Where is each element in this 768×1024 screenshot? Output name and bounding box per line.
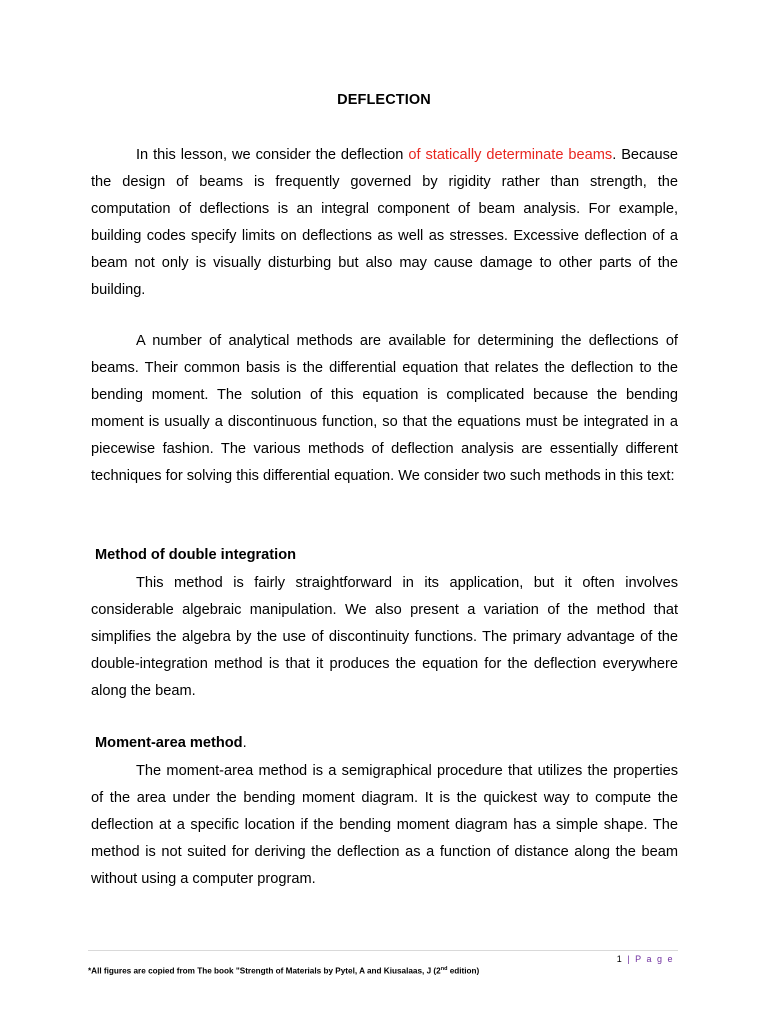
section-heading-moment-area: [95, 735, 247, 751]
moment-area-heading-period: .: [242, 735, 247, 751]
section-body-double-integration: This method is fairly straightforward in its application, but it often involves considerable algebraic manipulation. We also present a variation of the method that simplifies the algebra by the use of discontinuity functions. The primary advantage of the double-integration method is that it produces the equation for the deflection everywhere along the beam.: [91, 575, 678, 699]
page-number-label: P a g e: [635, 954, 674, 964]
highlighted-phrase: of statically determinate beams: [408, 147, 613, 163]
page-number: [617, 954, 674, 964]
page-number-value: 1: [616, 954, 624, 964]
footnote: [88, 966, 479, 976]
moment-area-heading-text: Moment-area method: [95, 735, 243, 751]
intro-text-start: In this lesson, we consider the deflection: [136, 147, 409, 163]
footer-divider: [88, 950, 678, 951]
methods-paragraph: A number of analytical methods are available for determining the deflections of beams. Their common basis is the differential equation that relates the deflection to the bending moment. The solution of this equation is complicated because the bending moment is usually a discontinuous function, so that the equations must be integrated in a piecewise fashion. The various methods of deflection analysis are essentially different techniques for solving this differential equation. We consider two such methods in this text:: [91, 333, 678, 484]
section-body-moment-area: The moment-area method is a semigraphical procedure that utilizes the properties of the area under the bending moment diagram. It is the quickest way to compute the deflection at a specific location if the bending moment diagram has a simple shape. The method is not suited for deriving the deflection as a function of distance along the beam without using a computer program.: [91, 763, 678, 887]
footnote-text: *All figures are copied from The book "Strength of Materials by Pytel, A and Kiusalaas, J (2: [88, 966, 441, 976]
section-heading-double-integration: Method of double integration: [95, 547, 297, 563]
intro-text-end: . Because the design of beams is frequently governed by rigidity rather than strength, the computation of deflections is an integral component of beam analysis. For example, building codes specify limits on deflections as well as stresses. Excessive deflection of a beam not only is visually disturbing but also may cause damage to other parts of the building.: [91, 147, 678, 298]
footnote-text-end: edition): [447, 966, 480, 976]
intro-paragraph: [91, 142, 678, 304]
page-number-separator: |: [623, 954, 636, 964]
page-title: DEFLECTION: [337, 92, 431, 108]
footnote-superscript: nd: [440, 966, 448, 972]
